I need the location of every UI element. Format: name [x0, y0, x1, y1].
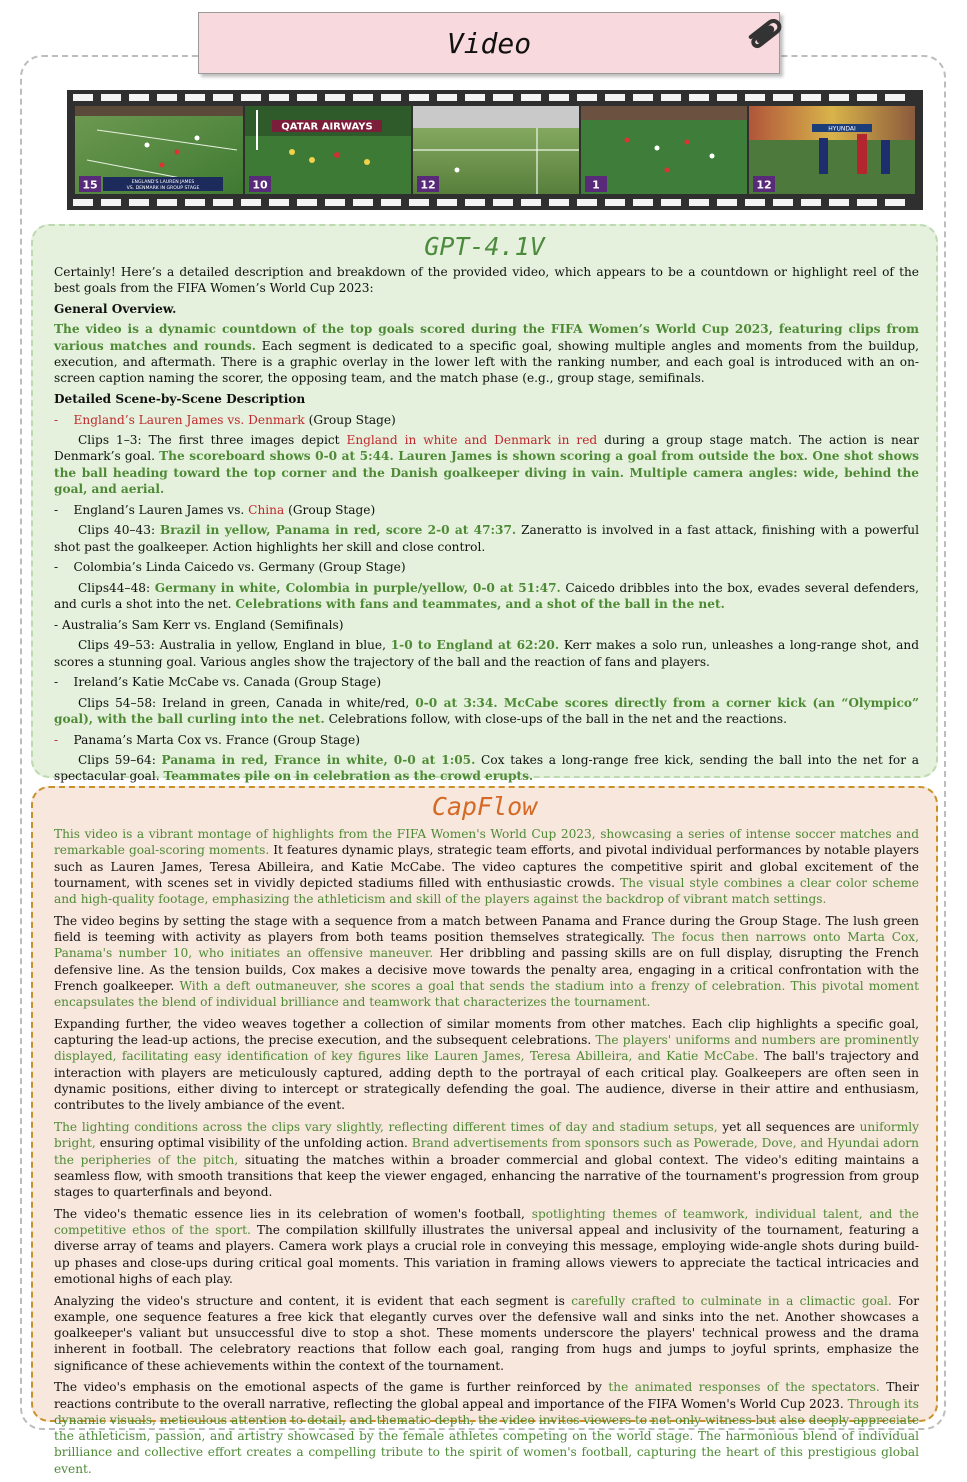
video-title-tab	[198, 12, 780, 74]
gpt-scene-4-title: - Australia’s Sam Kerr vs. England (Semifinals)	[54, 617, 344, 632]
capflow-paragraph-5: The video's thematic essence lies in its celebration of women's football, spotlighting themes of teamwork, individual talent, and the competitive ethos of the sport. The compilation skillfully illustrates the universal appeal and inclusivity of the tournament, featuring a diverse array of teams and players. Camera work plays a crucial role in conveying this message, employing wide-angle shots during build-up phases and close-ups during critical goal moments. This variation in framing allows viewers to appreciate the tactical intricacies and emotional highs of each play.	[54, 1206, 919, 1286]
video-title: Video	[446, 26, 532, 60]
capflow-paragraph-1: This video is a vibrant montage of highlights from the FIFA Women's World Cup 2023, showcasing a series of intense soccer matches and remarkable goal-scoring moments. It features dynamic plays, strategic team efforts, and pivotal individual performances by notable players such as Lauren James, Teresa Abilleira, and Katie McCabe. The video captures the competitive spirit and global excitement of the tournament, with scenes set in vividly depicted stadiums filled with enthusiastic crowds. The visual style combines a clear color scheme and high-quality footage, emphasizing the athleticism and skill of the players against the backdrop of vibrant match settings.	[54, 827, 920, 907]
gpt-scene-3-body: Clips44–48: Germany in white, Colombia in purple/yellow, 0-0 at 51:47. Caicedo dribbles into the box, evades several defenders, and curls a shot into the net. Celebrations with fans and teammates, and a shot of the ball in the net.	[54, 580, 919, 612]
video-filmstrip	[67, 90, 923, 210]
frame-1-caption-line1: ENGLAND'S LAUREN JAMES	[131, 180, 195, 185]
frame-4-rank-badge: 1	[592, 178, 600, 192]
gpt-panel-title: GPT-4.1V	[424, 232, 545, 261]
gpt-scene-1-title: - England’s Lauren James vs. Denmark (Group Stage)	[54, 412, 396, 427]
frame-1-caption-line2: VS. DENMARK IN GROUP STAGE	[126, 186, 200, 191]
gpt-scene-4-body: Clips 49–53: Australia in yellow, England in blue, 1-0 to England at 62:20. Kerr makes a solo run, unleashes a long-range shot, and scores a stunning goal. Various angles show the trajectory of the ball and the reaction of fans and players.	[54, 638, 919, 669]
gpt-scene-1-body: Clips 1–3: The first three images depict England in white and Denmark in red during a group stage match. The action is near Denmark’s goal. The scoreboard shows 0-0 at 5:44. Lauren James is shown scoring a goal from outside the box. One shot shows the ball heading toward the top corner and the Danish goalkeeper diving in vain. Multiple camera angles: wide, behind the goal, and aerial.	[54, 433, 919, 497]
gpt-scenes-heading: Detailed Scene-by-Scene Description	[54, 391, 306, 406]
capflow-paragraph-3: Expanding further, the video weaves together a collection of similar moments from other matches. Each clip highlights a specific goal, capturing the lead-up actions, the precise execution, and the subsequent celebrations. The players' uniforms and numbers are prominently displayed, facilitating easy identification of key figures like Lauren James, Teresa Abilleira, and Katie McCabe. The ball's trajectory and interaction with players are meticulously captured, adding depth to the portrayal of each critical play. Goalkeepers are often seen in dynamic positions, either diving to intercept or strategically defending the goal. The audience, diverse in their attire and enthusiasm, contributes to the lively ambiance of the event.	[54, 1016, 920, 1113]
gpt-overview-heading: General Overview.	[54, 301, 177, 316]
video-frame-2	[245, 106, 411, 194]
gpt-scene-6-body: Clips 59–64: Panama in red, France in white, 0-0 at 1:05. Cox takes a long-range free kick, sending the ball into the net for a spectacular goal. Teammates pile on in celebration as the crowd erupts.	[54, 753, 919, 784]
capflow-panel-title: CapFlow	[431, 792, 538, 821]
video-frame-3	[413, 106, 579, 194]
frame-3-rank-badge: 12	[420, 178, 436, 192]
gpt-scene-6-title: - Panama’s Marta Cox vs. France (Group Stage)	[54, 732, 360, 747]
gpt-panel-body	[54, 264, 919, 789]
gpt-scene-5-body: Clips 54–58: Ireland in green, Canada in white/red, 0-0 at 3:34. McCabe scores directly from a corner kick (an “Olympico” goal), with the ball curling into the net. Celebrations follow, with close-ups of the ball in the net and the reactions.	[54, 695, 919, 726]
video-frame-1	[75, 106, 243, 194]
frame-2-banner: QATAR AIRWAYS	[281, 121, 373, 133]
capflow-paragraph-6: Analyzing the video's structure and content, it is evident that each segment is carefully crafted to culminate in a climactic goal. For example, one sequence features a free kick that elegantly curves over the defensive wall and sinks into the net. Another showcases a goalkeeper's valiant but unsuccessful dive to stop a shot. These moments underscore the players' technical prowess and the drama inherent in football. The celebratory reactions that follow each goal, ranging from hugs and jumps to joyful sprints, emphasize the significance of these achievements within the context of the tournament.	[54, 1293, 920, 1373]
gpt-scene-2-body: Clips 40–43: Brazil in yellow, Panama in red, score 2-0 at 47:37. Zaneratto is involved in a fast attack, finishing with a powerful shot past the goalkeeper. Action highlights her skill and close control.	[54, 523, 919, 554]
frame-2-rank-badge: 10	[252, 178, 268, 192]
frame-1-rank-badge: 15	[82, 178, 98, 192]
gpt-intro: Certainly! Here’s a detailed description and breakdown of the provided video, which appears to be a countdown or highlight reel of the best goals from the FIFA Women’s World Cup 2023:	[54, 265, 919, 296]
gpt-overview: The video is a dynamic countdown of the top goals scored during the FIFA Women’s World Cup 2023, featuring clips from various matches and rounds. Each segment is dedicated to a specific goal, showing multiple angles and moments from the buildup, execution, and aftermath. There is a graphic overlay in the lower left with the ranking number, and each goal is introduced with an on-screen caption naming the scorer, the opposing team, and the match phase (e.g., group stage, semifinals.	[54, 322, 920, 386]
gpt-scene-2-title: - England’s Lauren James vs. China (Group Stage)	[54, 502, 376, 517]
capflow-panel-body	[54, 826, 919, 1482]
video-frame-5	[749, 106, 915, 194]
capflow-paragraph-2: The video begins by setting the stage with a sequence from a match between Panama and France during the Group Stage. The lush green field is teeming with activity as players from both teams position themselves strategically. The focus then narrows onto Marta Cox, Panama's number 10, who initiates an offensive maneuver. Her dribbling and passing skills are on full display, disrupting the French defensive line. As the tension builds, Cox makes a decisive move towards the penalty area, engaging in a critical confrontation with the French goalkeeper. With a deft outmaneuver, she scores a goal that sends the stadium into a frenzy of celebration. This pivotal moment encapsulates the blend of individual brilliance and teamwork that characterizes the tournament.	[54, 913, 920, 1010]
gpt-panel	[31, 224, 938, 784]
frame-5-banner: HYUNDAI	[828, 125, 856, 133]
capflow-paragraph-4: The lighting conditions across the clips vary slightly, reflecting different times of day and stadium setups, yet all sequences are uniformly bright, ensuring optimal visibility of the unfolding action. Brand advertisements from sponsors such as Powerade, Dove, and Hyundai adorn the peripheries of the pitch, situating the matches within a broader commercial and global context. The video's editing maintains a seamless flow, with smooth transitions that keep the viewer engaged, enhancing the narrative of the tournament's progression from group stages to quarterfinals and beyond.	[54, 1119, 919, 1200]
paperclip-icon	[738, 8, 784, 50]
gpt-scene-3-title: - Colombia’s Linda Caicedo vs. Germany (Group Stage)	[54, 560, 406, 575]
video-frame-4	[581, 106, 747, 194]
gpt-scene-5-title: - Ireland’s Katie McCabe vs. Canada (Group Stage)	[54, 675, 382, 690]
capflow-paragraph-7: The video's emphasis on the emotional aspects of the game is further reinforced by the animated responses of the spectators. Their reactions contribute to the overall narrative, reflecting the global appeal and importance of the FIFA Women's World Cup 2023. Through its dynamic visuals, meticulous attention to detail, and thematic depth, the video invites viewers to not only witness but also deeply appreciate the athleticism, passion, and artistry showcased by the female athletes competing on the world stage. The harmonious blend of individual brilliance and collective effort creates a compelling tribute to the spirit of women's football, capturing the heart of this prestigious global event.	[54, 1380, 919, 1476]
frame-5-rank-badge: 12	[756, 178, 772, 192]
capflow-panel	[31, 786, 938, 1476]
